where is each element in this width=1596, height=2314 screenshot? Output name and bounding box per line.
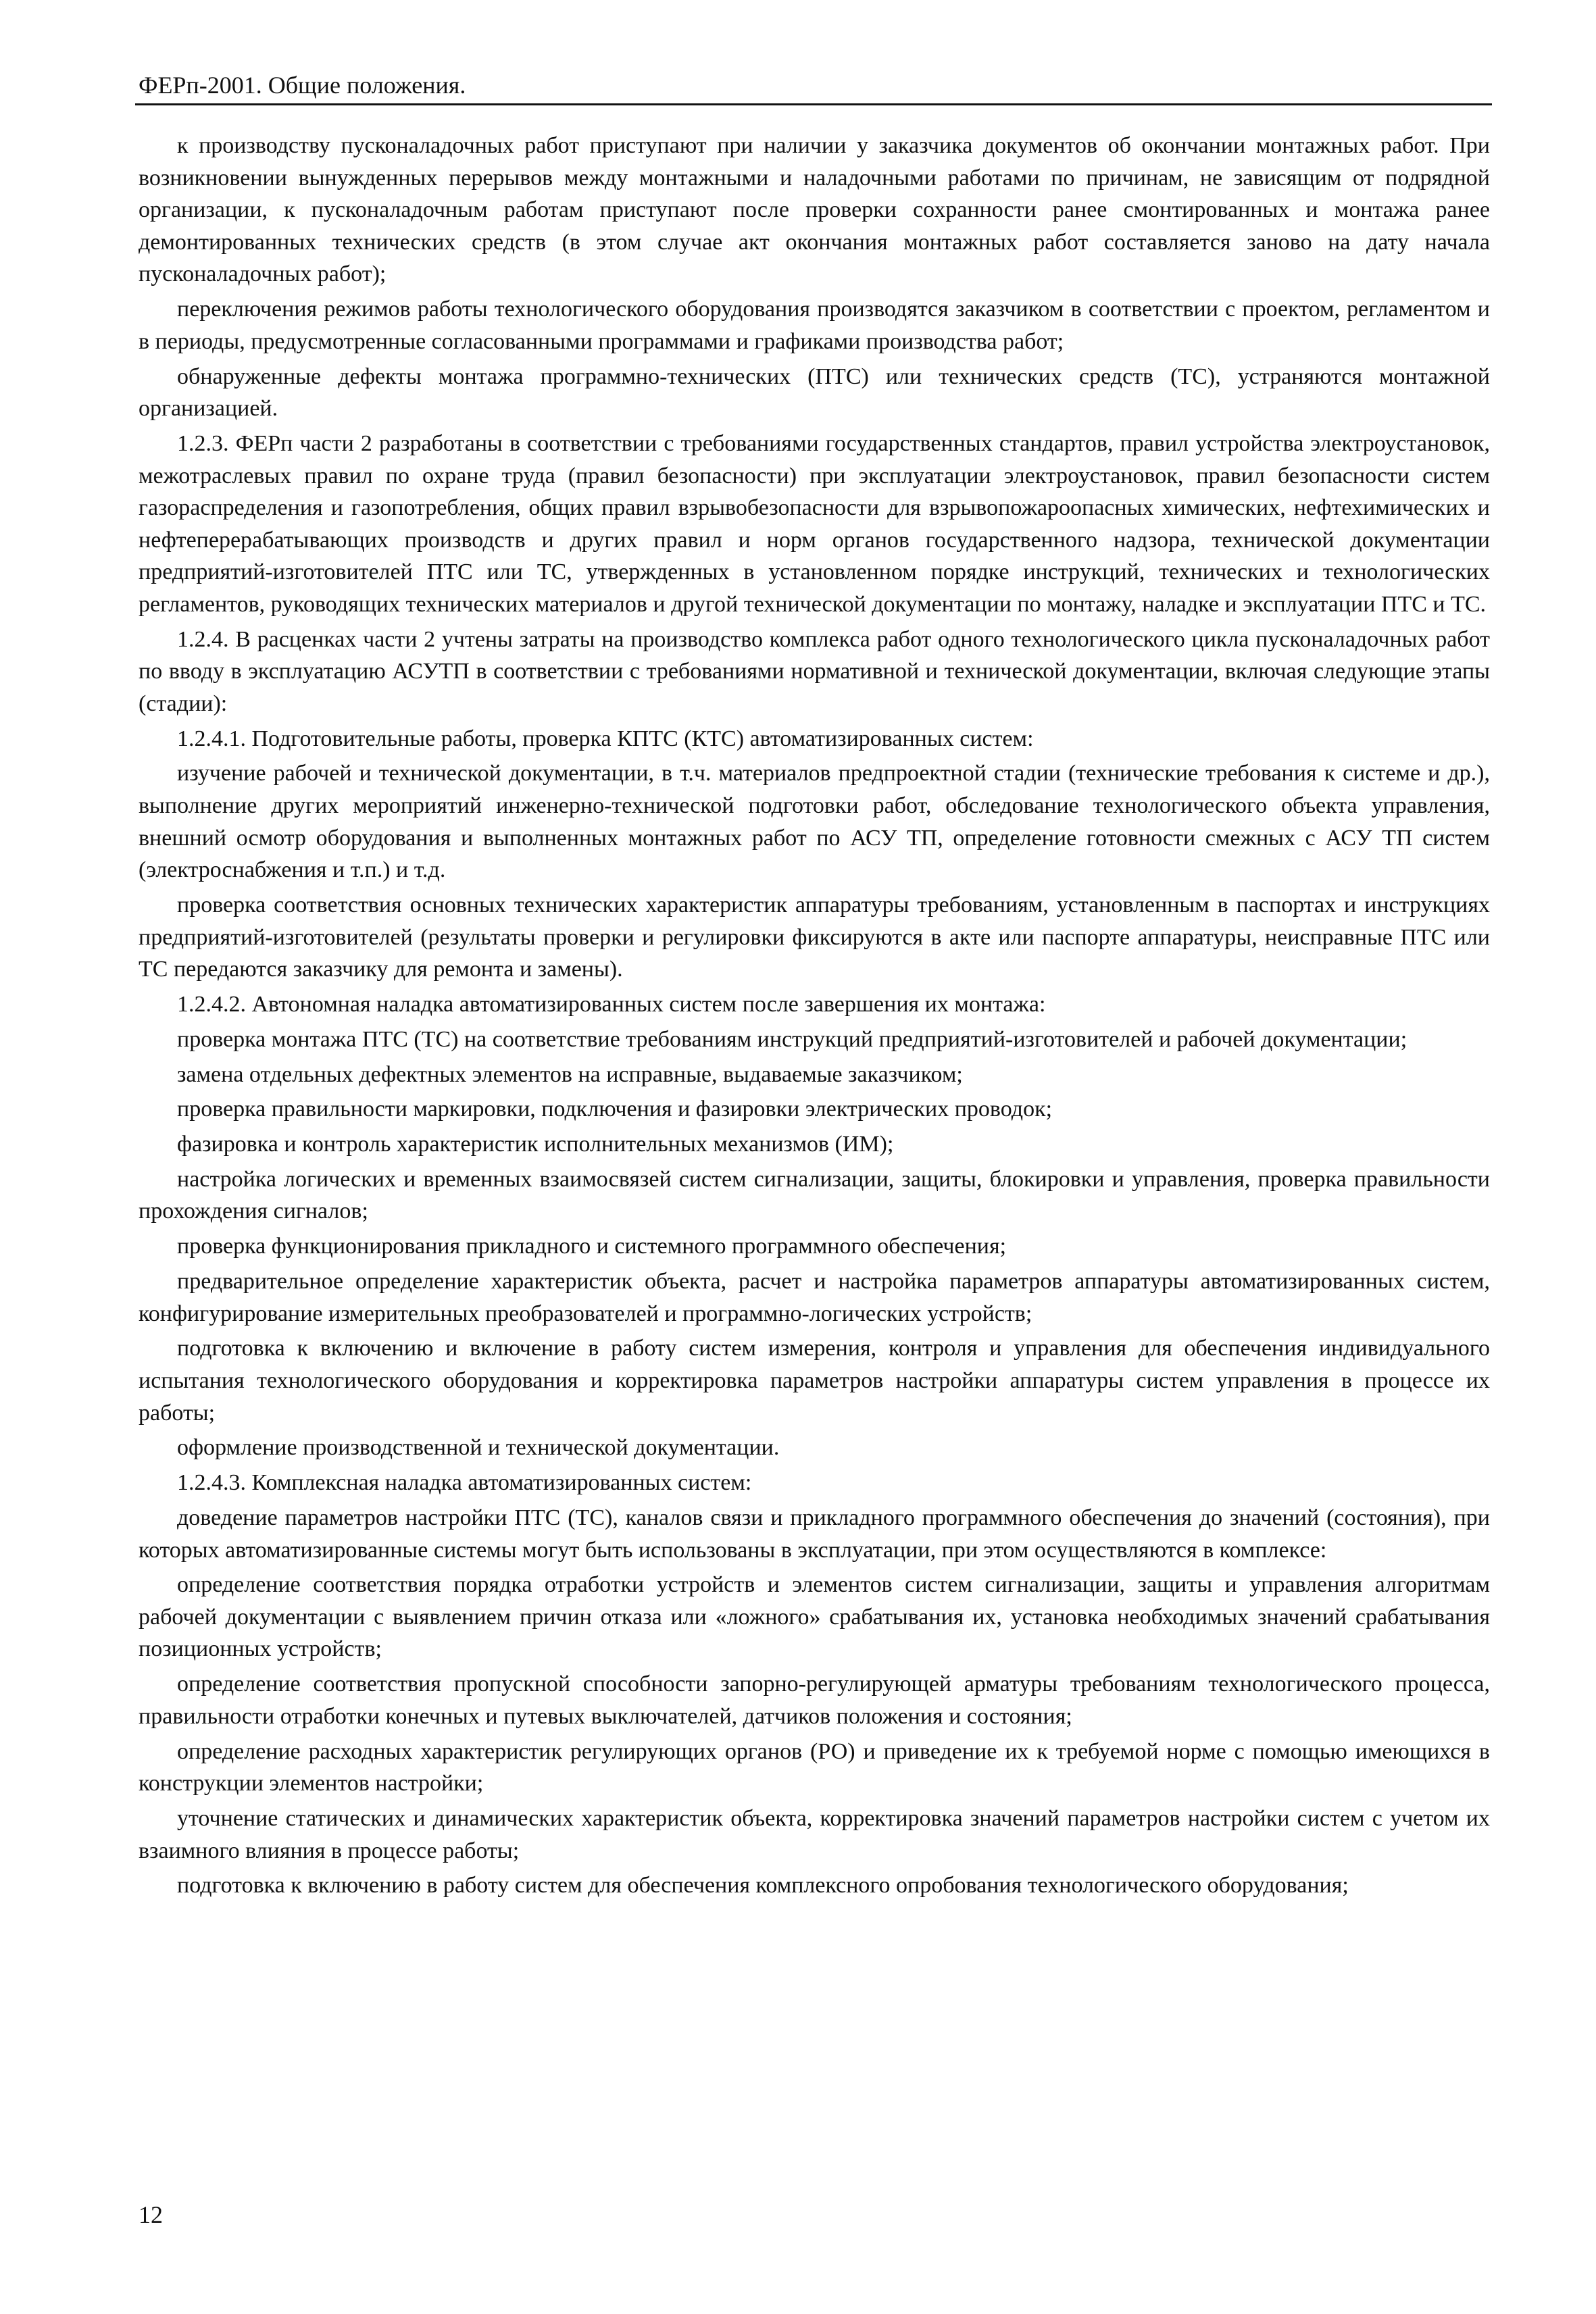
paragraph: 1.2.4.2. Автономная наладка автоматизированных систем после завершения их монтажа: bbox=[177, 991, 1046, 1017]
paragraph: замена отдельных дефектных элементов на исправные, выдаваемые заказчиком; bbox=[177, 1061, 963, 1087]
paragraph: проверка правильности маркировки, подключения и фазировки электрических проводок; bbox=[177, 1097, 1053, 1122]
paragraph: уточнение статических и динамических характеристик объекта, корректировка значений параметров настройки систем с учетом их взаимного влияния в процессе работы; bbox=[139, 1806, 1490, 1863]
paragraph: определение соответствия порядка отработки устройств и элементов систем сигнализации, защиты и управления алгоритмам рабочей документации с выявлением причин отказа или «ложного» срабатывания их, установка необходимых значений срабатывания позиционных устройств; bbox=[139, 1572, 1490, 1662]
paragraph: определение соответствия пропускной способности запорно-регулирующей арматуры требованиям технологического процесса, правильности отработки конечных и путевых выключателей, датчиков положения и состояния; bbox=[139, 1671, 1490, 1729]
paragraph: 1.2.4. В расценках части 2 учтены затраты на производство комплекса работ одного технологического цикла пусконаладочных работ по вводу в эксплуатацию АСУТП в соответствии с требованиями нормативной и технической документации, включая следующие этапы (стадии): bbox=[139, 626, 1490, 716]
paragraph: фазировка и контроль характеристик исполнительных механизмов (ИМ); bbox=[177, 1132, 894, 1157]
paragraph: переключения режимов работы технологического оборудования производятся заказчиком в соответствии с проектом, регламентом и в периоды, предусмотренные согласованными программами и графиками производства работ; bbox=[139, 297, 1490, 354]
paragraph: доведение параметров настройки ПТС (ТС), каналов связи и прикладного программного обеспечения до значений (состояния), при которых автоматизированные системы могут быть использованы в эксплуатации, при этом осуществляются в комплексе: bbox=[139, 1505, 1490, 1563]
body-text bbox=[139, 130, 1490, 1905]
paragraph: подготовка к включению и включение в работу систем измерения, контроля и управления для обеспечения индивидуального испытания технологического оборудования и корректировка параметров настройки аппаратуры систем управления в процессе их работы; bbox=[139, 1336, 1490, 1426]
paragraph: проверка монтажа ПТС (ТС) на соответствие требованиям инструкций предприятий-изготовителей и рабочей документации; bbox=[177, 1026, 1407, 1052]
paragraph: обнаруженные дефекты монтажа программно-технических (ПТС) или технических средств (ТС), устраняются монтажной организацией. bbox=[139, 363, 1490, 422]
paragraph: 1.2.4.3. Комплексная наладка автоматизированных систем: bbox=[177, 1470, 752, 1496]
paragraph: настройка логических и временных взаимосвязей систем сигнализации, защиты, блокировки и управления, проверка правильности прохождения сигналов; bbox=[139, 1166, 1490, 1224]
paragraph: 1.2.3. ФЕРп части 2 разработаны в соответствии с требованиями государственных стандартов, правил устройства электроустановок, межотраслевых правил по охране труда (правил безопасности) при эксплуатации электроустановок, правил безопасности систем газораспределения и газопотребления, общих правил взрывобезопасности для взрывопожароопасных химических, нефтехимических и нефтеперерабатывающих производств и других правил и норм органов государственного надзора, технической документации предприятий-изготовителей ПТС или ТС, утвержденных в установленном порядке инструкций, технических и технологических регламентов, руководящих технических материалов и другой технической документации по монтажу, наладке и эксплуатации ПТС и ТС. bbox=[139, 430, 1490, 617]
paragraph: оформление производственной и технической документации. bbox=[177, 1435, 780, 1461]
paragraph: проверка соответствия основных технических характеристик аппаратуры требованиям, установленным в паспортах и инструкциях предприятий-изготовителей (результаты проверки и регулировки фиксируются в акте или паспорте аппаратуры, неисправные ПТС или ТС передаются заказчику для ремонта и замены). bbox=[139, 892, 1490, 982]
paragraph: предварительное определение характеристик объекта, расчет и настройка параметров аппаратуры автоматизированных систем, конфигурирование измерительных преобразователей и программно-логических устройств; bbox=[139, 1269, 1490, 1326]
paragraph: определение расходных характеристик регулирующих органов (РО) и приведение их к требуемой норме с помощью имеющихся в конструкции элементов настройки; bbox=[139, 1738, 1490, 1796]
paragraph: 1.2.4.1. Подготовительные работы, проверка КПТС (КТС) автоматизированных систем: bbox=[177, 726, 1034, 751]
header-rule bbox=[135, 103, 1492, 105]
paragraph: к производству пусконаладочных работ приступают при наличии у заказчика документов об окончании монтажных работ. При возникновении вынужденных перерывов между монтажными и наладочными работами по причинам, не зависящим от подрядной организации, к пусконаладочным работам приступают после проверки сохранности ранее смонтированных и монтажа ранее демонтированных технических средств (в этом случае акт окончания монтажных работ составляется заново на дату начала пусконаладочных работ); bbox=[139, 133, 1490, 287]
paragraph: изучение рабочей и технической документации, в т.ч. материалов предпроектной стадии (технические требования к системе и др.), выполнение других мероприятий инженерно-технической подготовки работ, обследование технологического объекта управления, внешний осмотр оборудования и выполненных монтажных работ по АСУ ТП, определение готовности смежных с АСУ ТП систем (электроснабжения и т.п.) и т.д. bbox=[139, 761, 1490, 883]
running-header: ФЕРп-2001. Общие положения. bbox=[139, 72, 466, 99]
paragraph: подготовка к включению в работу систем для обеспечения комплексного опробования технологического оборудования; bbox=[177, 1873, 1349, 1898]
page-number: 12 bbox=[139, 2201, 163, 2228]
paragraph: проверка функционирования прикладного и системного программного обеспечения; bbox=[177, 1234, 1007, 1259]
